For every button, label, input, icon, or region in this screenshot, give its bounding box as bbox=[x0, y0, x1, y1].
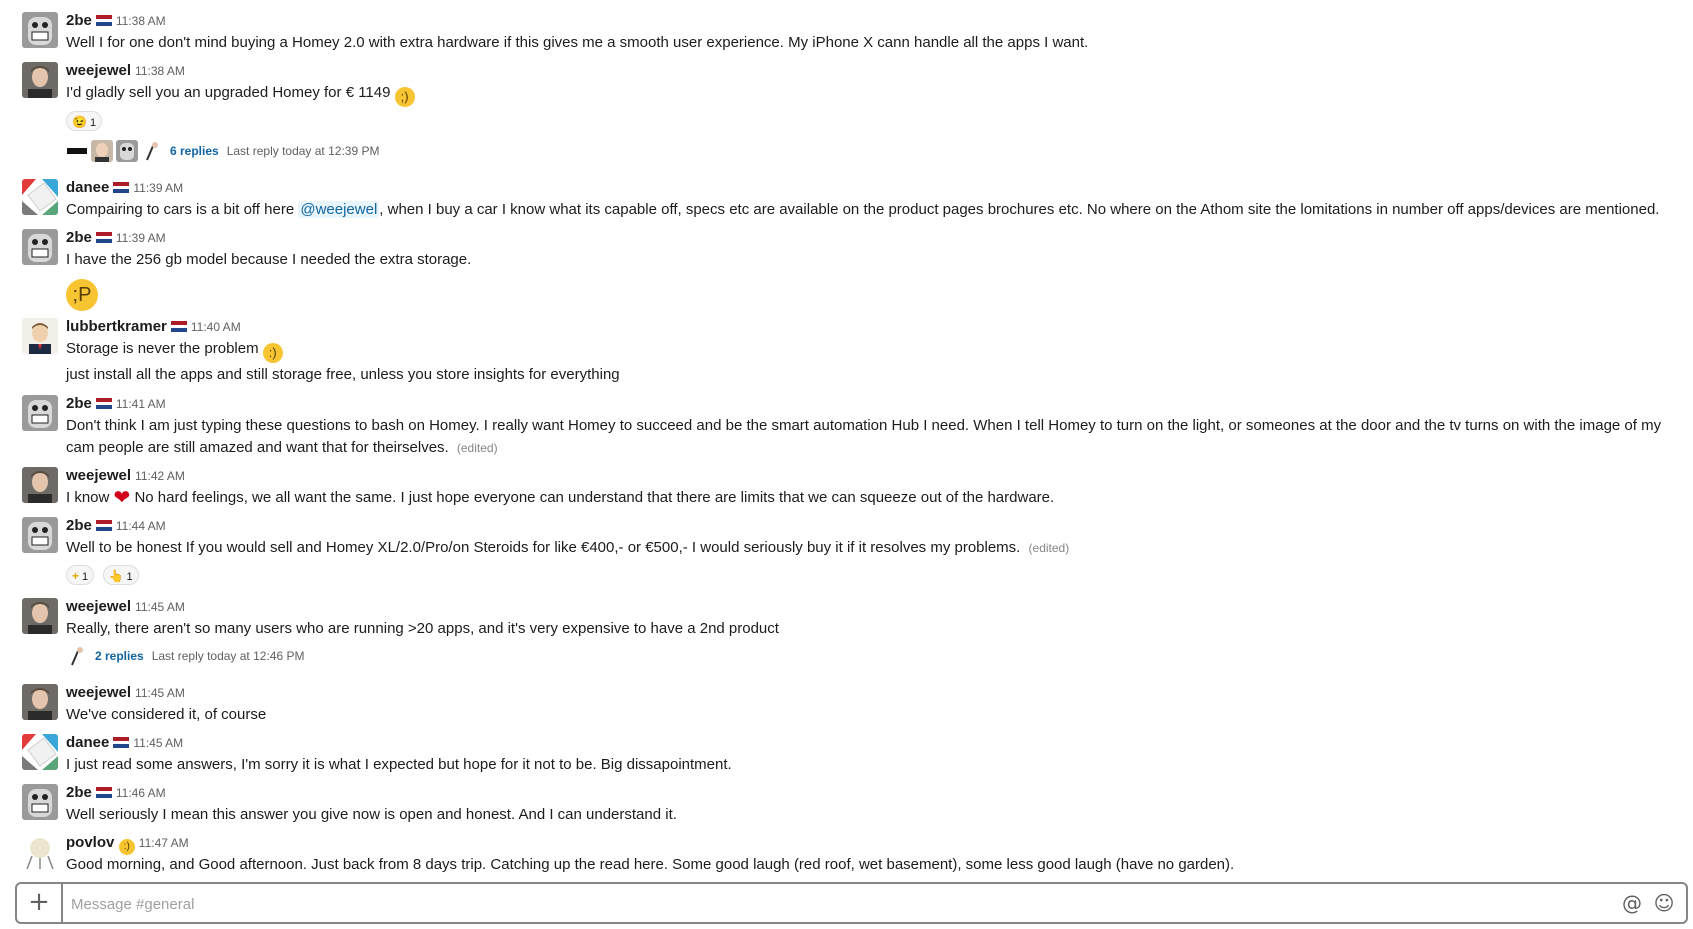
netherlands-flag-icon bbox=[96, 398, 112, 409]
last-reply-time: Last reply today at 12:46 PM bbox=[151, 649, 305, 663]
message-input[interactable] bbox=[69, 891, 1603, 917]
author-name[interactable]: 2be bbox=[66, 784, 92, 801]
avatar-2be[interactable] bbox=[22, 395, 58, 431]
reactions bbox=[66, 565, 143, 585]
reaction-point-up[interactable] bbox=[103, 565, 139, 585]
thread-summary[interactable] bbox=[66, 644, 304, 668]
message-text: Don't think I am just typing these questions to bash on Homey. I really want Homey to succeed and be the smart automation Hub I need. When I tell Homey to turn on the light, or someones at the door and the tv turns on with the image of my cam people are still amazed and want that for theirselves. bbox=[66, 417, 1662, 456]
timestamp[interactable]: 11:39 AM bbox=[133, 181, 184, 195]
timestamp[interactable]: 11:38 AM bbox=[115, 14, 166, 28]
participant-avatar bbox=[66, 140, 88, 162]
author-name[interactable]: weejewel bbox=[66, 684, 132, 701]
timestamp[interactable]: 11:44 AM bbox=[115, 519, 166, 533]
avatar-lubbertkramer[interactable] bbox=[22, 318, 58, 354]
user-mention[interactable]: @weejewel bbox=[300, 201, 378, 218]
avatar-weejewel[interactable] bbox=[22, 684, 58, 720]
message-text: , when I buy a car I know what its capable off, specs etc are available on the product pages brochures etc. No where on the Athom site the lomitations in number off apps/devices are mentioned. bbox=[379, 201, 1660, 218]
reactions bbox=[66, 111, 106, 131]
message-text: Well seriously I mean this answer you give now is open and honest. And I can understand it. bbox=[66, 806, 677, 823]
timestamp[interactable]: 11:47 AM bbox=[138, 836, 189, 850]
timestamp[interactable]: 11:38 AM bbox=[135, 64, 185, 78]
message-text: Really, there aren't so many users who are running >20 apps, and it's very expensive to have a 2nd product bbox=[66, 620, 779, 637]
avatar-danee[interactable] bbox=[22, 179, 58, 215]
netherlands-flag-icon bbox=[113, 737, 129, 748]
message-text: I have the 256 gb model because I needed the extra storage. bbox=[66, 251, 472, 268]
reaction-count: 1 bbox=[126, 571, 133, 583]
replies-link[interactable]: 2 replies bbox=[95, 649, 144, 663]
message-text: just install all the apps and still storage free, unless you store insights for everything bbox=[66, 366, 620, 383]
avatar-weejewel[interactable] bbox=[22, 598, 58, 634]
participant-avatar bbox=[66, 645, 88, 667]
author-name[interactable]: 2be bbox=[66, 517, 92, 534]
avatar-weejewel[interactable] bbox=[22, 467, 58, 503]
slight-smile-emoji-icon: :) bbox=[263, 343, 283, 363]
smiley-icon[interactable]: ☺ bbox=[1653, 891, 1675, 915]
message-text: I know bbox=[66, 489, 110, 506]
edited-label: (edited) bbox=[456, 441, 498, 455]
avatar-weejewel[interactable] bbox=[22, 62, 58, 98]
author-name[interactable]: 2be bbox=[66, 12, 92, 29]
tongue-wink-emoji-icon: ;P bbox=[66, 279, 98, 311]
timestamp[interactable]: 11:41 AM bbox=[115, 397, 166, 411]
message-text-wrapper bbox=[66, 415, 1666, 459]
timestamp[interactable]: 11:45 AM bbox=[135, 686, 185, 700]
author-name[interactable]: povlov bbox=[66, 834, 115, 851]
message bbox=[0, 62, 1693, 167]
message-text-wrapper bbox=[66, 487, 1054, 509]
message bbox=[0, 467, 1693, 511]
message-composer bbox=[15, 882, 1688, 924]
netherlands-flag-icon bbox=[113, 182, 129, 193]
author-name[interactable]: 2be bbox=[66, 229, 92, 246]
author-name[interactable]: weejewel bbox=[66, 62, 132, 79]
netherlands-flag-icon bbox=[96, 15, 112, 26]
author-name[interactable]: 2be bbox=[66, 395, 92, 412]
author-name[interactable]: danee bbox=[66, 179, 110, 196]
participant-avatar bbox=[91, 140, 113, 162]
message-text: I just read some answers, I'm sorry it is what I expected but hope for it not to be. Big dissapointment. bbox=[66, 756, 732, 773]
netherlands-flag-icon bbox=[171, 321, 187, 332]
message-text-wrapper bbox=[66, 199, 1659, 221]
reaction-wink[interactable] bbox=[66, 111, 102, 131]
avatar-povlov[interactable] bbox=[22, 834, 58, 870]
message bbox=[0, 734, 1693, 778]
point-up-hand-icon: 👆 bbox=[108, 569, 124, 583]
red-heart-emoji-icon: ❤ bbox=[113, 487, 131, 509]
avatar-danee[interactable] bbox=[22, 734, 58, 770]
timestamp[interactable]: 11:39 AM bbox=[115, 231, 166, 245]
timestamp[interactable]: 11:46 AM bbox=[115, 786, 166, 800]
message bbox=[0, 179, 1693, 223]
reaction-count: 1 bbox=[89, 117, 97, 129]
wink-emoji-icon: 😉 bbox=[72, 115, 87, 129]
reaction-plus[interactable] bbox=[66, 565, 94, 585]
status-smile-emoji-icon: :) bbox=[119, 839, 135, 855]
timestamp[interactable]: 11:40 AM bbox=[190, 320, 241, 334]
message-text-wrapper bbox=[66, 338, 283, 363]
participant-avatar bbox=[141, 140, 163, 162]
message bbox=[0, 395, 1693, 461]
avatar-2be[interactable] bbox=[22, 12, 58, 48]
avatar-2be[interactable] bbox=[22, 229, 58, 265]
message-text: I'd gladly sell you an upgraded Homey for € 1149 bbox=[66, 84, 391, 101]
message bbox=[0, 598, 1693, 670]
message bbox=[0, 784, 1693, 828]
edited-label: (edited) bbox=[1028, 541, 1070, 555]
message bbox=[0, 229, 1693, 309]
message bbox=[0, 684, 1693, 728]
message-text-wrapper bbox=[66, 537, 1069, 559]
reaction-count: 1 bbox=[82, 571, 89, 583]
timestamp[interactable]: 11:45 AM bbox=[135, 600, 185, 614]
participant-avatar bbox=[116, 140, 138, 162]
author-name[interactable]: danee bbox=[66, 734, 110, 751]
avatar-2be[interactable] bbox=[22, 517, 58, 553]
netherlands-flag-icon bbox=[96, 520, 112, 531]
author-name[interactable]: weejewel bbox=[66, 467, 132, 484]
message-text: Well to be honest If you would sell and Homey XL/2.0/Pro/on Steroids for like €400,- or €500,- I would seriously buy it if it resolves my problems. bbox=[66, 539, 1021, 556]
message bbox=[0, 834, 1693, 875]
plus-icon[interactable]: + bbox=[17, 884, 63, 922]
avatar-2be[interactable] bbox=[22, 784, 58, 820]
message-text: Compairing to cars is a bit off here bbox=[66, 201, 295, 218]
replies-link[interactable]: 6 replies bbox=[170, 144, 219, 158]
author-name[interactable]: lubbertkramer bbox=[66, 318, 167, 335]
netherlands-flag-icon bbox=[96, 787, 112, 798]
author-name[interactable]: weejewel bbox=[66, 598, 132, 615]
message-text: No hard feelings, we all want the same. I just hope everyone can understand that there are limits that we can squeeze out of the hardware. bbox=[134, 489, 1055, 506]
message-text: Well I for one don't mind buying a Homey 2.0 with extra hardware if this gives me a smooth user experience. My iPhone X cann handle all the apps I want. bbox=[66, 34, 1089, 51]
at-sign-icon[interactable]: @ bbox=[1622, 891, 1642, 915]
thread-summary[interactable] bbox=[66, 139, 379, 163]
timestamp[interactable]: 11:45 AM bbox=[133, 736, 184, 750]
timestamp[interactable]: 11:42 AM bbox=[135, 469, 185, 483]
tongue-emoji-wrapper bbox=[66, 279, 98, 311]
last-reply-time: Last reply today at 12:39 PM bbox=[226, 144, 380, 158]
message-text: Storage is never the problem bbox=[66, 340, 259, 357]
wink-emoji-icon: ;) bbox=[395, 87, 415, 107]
netherlands-flag-icon bbox=[96, 232, 112, 243]
message bbox=[0, 318, 1693, 386]
message-text: Good morning, and Good afternoon. Just back from 8 days trip. Catching up the read here. Some good laugh (red roof, wet basement), some less good laugh (have no garden). bbox=[66, 856, 1235, 873]
heavy-plus-icon: + bbox=[72, 569, 80, 583]
message bbox=[0, 517, 1693, 591]
message bbox=[0, 12, 1693, 56]
message-text: We've considered it, of course bbox=[66, 706, 267, 723]
message-text-wrapper bbox=[66, 82, 415, 107]
